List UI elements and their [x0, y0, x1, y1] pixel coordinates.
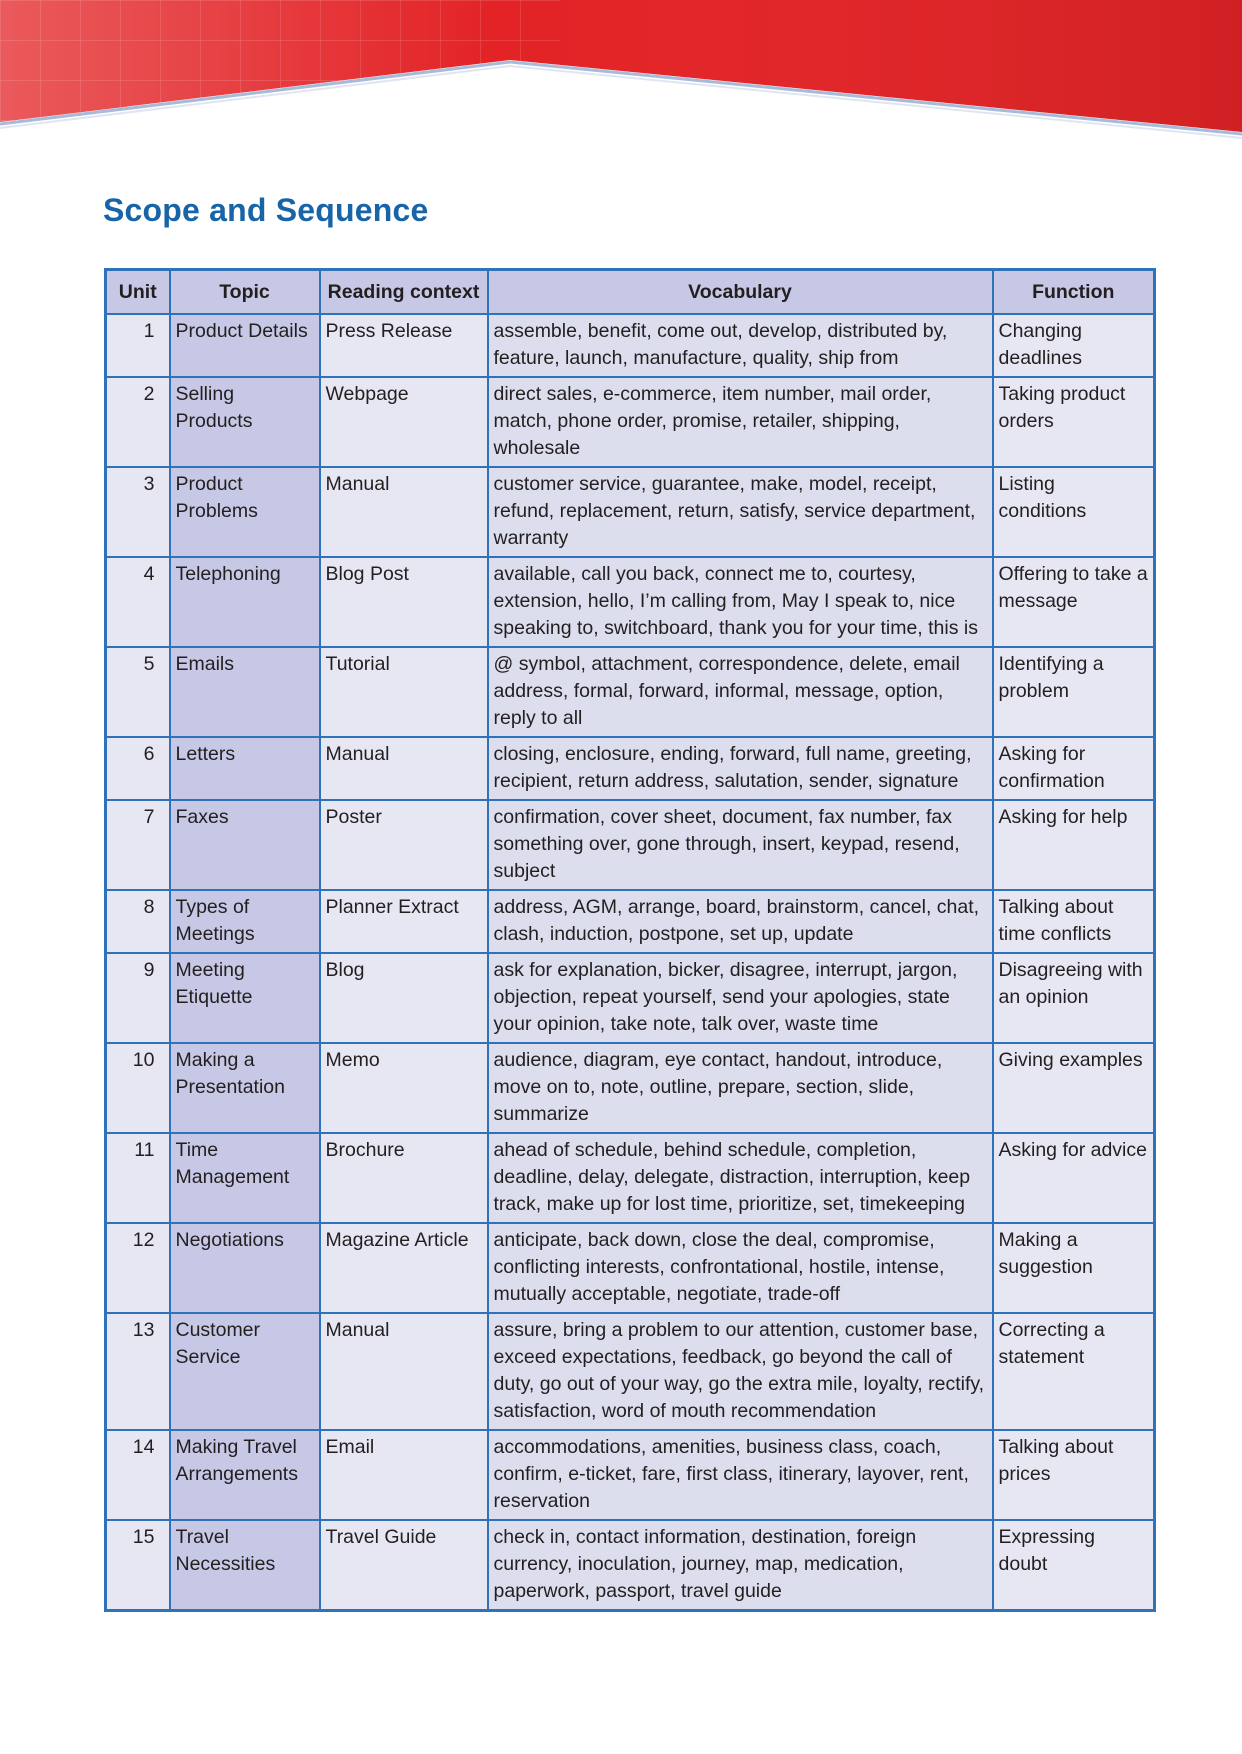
reading-context-cell: Memo	[320, 1043, 488, 1133]
function-cell: Offering to take a message	[993, 557, 1155, 647]
function-cell: Correcting a statement	[993, 1313, 1155, 1430]
reading-context-cell: Magazine Article	[320, 1223, 488, 1313]
reading-context-cell: Tutorial	[320, 647, 488, 737]
vocabulary-cell: ahead of schedule, behind schedule, completion, deadline, delay, delegate, distraction, interruption, keep track, make up for lost time, prioritize, set, timekeeping	[488, 1133, 993, 1223]
reading-context-cell: Webpage	[320, 377, 488, 467]
table-row	[106, 737, 1155, 800]
topic-cell: Telephoning	[170, 557, 320, 647]
vocabulary-cell: audience, diagram, eye contact, handout, introduce, move on to, note, outline, prepare, section, slide, summarize	[488, 1043, 993, 1133]
header-banner	[0, 0, 1242, 140]
reading-context-cell: Email	[320, 1430, 488, 1520]
function-cell: Taking product orders	[993, 377, 1155, 467]
vocabulary-cell: @ symbol, attachment, correspondence, delete, email address, formal, forward, informal, message, option, reply to all	[488, 647, 993, 737]
vocabulary-cell: anticipate, back down, close the deal, compromise, conflicting interests, confrontational, hostile, intense, mutually acceptable, negotiate, trade-off	[488, 1223, 993, 1313]
unit-cell: 12	[106, 1223, 170, 1313]
reading-context-cell: Manual	[320, 1313, 488, 1430]
header-topic: Topic	[170, 270, 320, 315]
topic-cell: Product Problems	[170, 467, 320, 557]
reading-context-cell: Blog Post	[320, 557, 488, 647]
table-row	[106, 953, 1155, 1043]
topic-cell: Making Travel Arrangements	[170, 1430, 320, 1520]
table-row	[106, 557, 1155, 647]
page-title: Scope and Sequence	[103, 192, 429, 228]
unit-cell: 9	[106, 953, 170, 1043]
table-row	[106, 314, 1155, 377]
unit-cell: 6	[106, 737, 170, 800]
vocabulary-cell: check in, contact information, destination, foreign currency, inoculation, journey, map, medication, paperwork, passport, travel guide	[488, 1520, 993, 1611]
vocabulary-cell: accommodations, amenities, business class, coach, confirm, e-ticket, fare, first class, itinerary, layover, rent, reservation	[488, 1430, 993, 1520]
topic-cell: Making a Presentation	[170, 1043, 320, 1133]
topic-cell: Emails	[170, 647, 320, 737]
unit-cell: 11	[106, 1133, 170, 1223]
header-row	[106, 270, 1155, 315]
vocabulary-cell: assemble, benefit, come out, develop, distributed by, feature, launch, manufacture, quality, ship from	[488, 314, 993, 377]
reading-context-cell: Manual	[320, 467, 488, 557]
reading-context-cell: Manual	[320, 737, 488, 800]
reading-context-cell: Brochure	[320, 1133, 488, 1223]
topic-cell: Types of Meetings	[170, 890, 320, 953]
topic-cell: Faxes	[170, 800, 320, 890]
function-cell: Giving examples	[993, 1043, 1155, 1133]
function-cell: Asking for confirmation	[993, 737, 1155, 800]
function-cell: Making a suggestion	[993, 1223, 1155, 1313]
table-row	[106, 377, 1155, 467]
function-cell: Changing deadlines	[993, 314, 1155, 377]
header-reading-context: Reading context	[320, 270, 488, 315]
function-cell: Talking about time conflicts	[993, 890, 1155, 953]
topic-cell: Product Details	[170, 314, 320, 377]
vocabulary-cell: address, AGM, arrange, board, brainstorm, cancel, chat, clash, induction, postpone, set up, update	[488, 890, 993, 953]
vocabulary-cell: customer service, guarantee, make, model, receipt, refund, replacement, return, satisfy, service department, warranty	[488, 467, 993, 557]
scope-table	[104, 268, 1156, 1612]
function-cell: Asking for help	[993, 800, 1155, 890]
topic-cell: Time Management	[170, 1133, 320, 1223]
vocabulary-cell: direct sales, e-commerce, item number, mail order, match, phone order, promise, retailer, shipping, wholesale	[488, 377, 993, 467]
function-cell: Identifying a problem	[993, 647, 1155, 737]
header-vocabulary: Vocabulary	[488, 270, 993, 315]
function-cell: Talking about prices	[993, 1430, 1155, 1520]
table-row	[106, 1223, 1155, 1313]
reading-context-cell: Travel Guide	[320, 1520, 488, 1611]
topic-cell: Travel Necessities	[170, 1520, 320, 1611]
unit-cell: 8	[106, 890, 170, 953]
function-cell: Listing conditions	[993, 467, 1155, 557]
unit-cell: 15	[106, 1520, 170, 1611]
table-row	[106, 1133, 1155, 1223]
unit-cell: 3	[106, 467, 170, 557]
table-row	[106, 467, 1155, 557]
table-row	[106, 1520, 1155, 1611]
reading-context-cell: Planner Extract	[320, 890, 488, 953]
unit-cell: 7	[106, 800, 170, 890]
table-row	[106, 1430, 1155, 1520]
topic-cell: Selling Products	[170, 377, 320, 467]
topic-cell: Customer Service	[170, 1313, 320, 1430]
table-row	[106, 647, 1155, 737]
reading-context-cell: Press Release	[320, 314, 488, 377]
vocabulary-cell: ask for explanation, bicker, disagree, interrupt, jargon, objection, repeat yourself, send your apologies, state your opinion, take note, talk over, waste time	[488, 953, 993, 1043]
unit-cell: 10	[106, 1043, 170, 1133]
function-cell: Disagreeing with an opinion	[993, 953, 1155, 1043]
reading-context-cell: Poster	[320, 800, 488, 890]
function-cell: Expressing doubt	[993, 1520, 1155, 1611]
topic-cell: Negotiations	[170, 1223, 320, 1313]
table-row	[106, 1043, 1155, 1133]
unit-cell: 1	[106, 314, 170, 377]
header-unit: Unit	[106, 270, 170, 315]
header-function: Function	[993, 270, 1155, 315]
topic-cell: Letters	[170, 737, 320, 800]
unit-cell: 13	[106, 1313, 170, 1430]
unit-cell: 14	[106, 1430, 170, 1520]
vocabulary-cell: available, call you back, connect me to, courtesy, extension, hello, I’m calling from, May I speak to, nice speaking to, switchboard, thank you for your time, this is	[488, 557, 993, 647]
table-row	[106, 890, 1155, 953]
reading-context-cell: Blog	[320, 953, 488, 1043]
unit-cell: 4	[106, 557, 170, 647]
vocabulary-cell: confirmation, cover sheet, document, fax number, fax something over, gone through, insert, keypad, resend, subject	[488, 800, 993, 890]
unit-cell: 5	[106, 647, 170, 737]
table-row	[106, 1313, 1155, 1430]
vocabulary-cell: closing, enclosure, ending, forward, full name, greeting, recipient, return address, salutation, sender, signature	[488, 737, 993, 800]
vocabulary-cell: assure, bring a problem to our attention, customer base, exceed expectations, feedback, go beyond the call of duty, go out of your way, go the extra mile, loyalty, rectify, satisfaction, word of mouth recommendation	[488, 1313, 993, 1430]
unit-cell: 2	[106, 377, 170, 467]
topic-cell: Meeting Etiquette	[170, 953, 320, 1043]
table-row	[106, 800, 1155, 890]
function-cell: Asking for advice	[993, 1133, 1155, 1223]
